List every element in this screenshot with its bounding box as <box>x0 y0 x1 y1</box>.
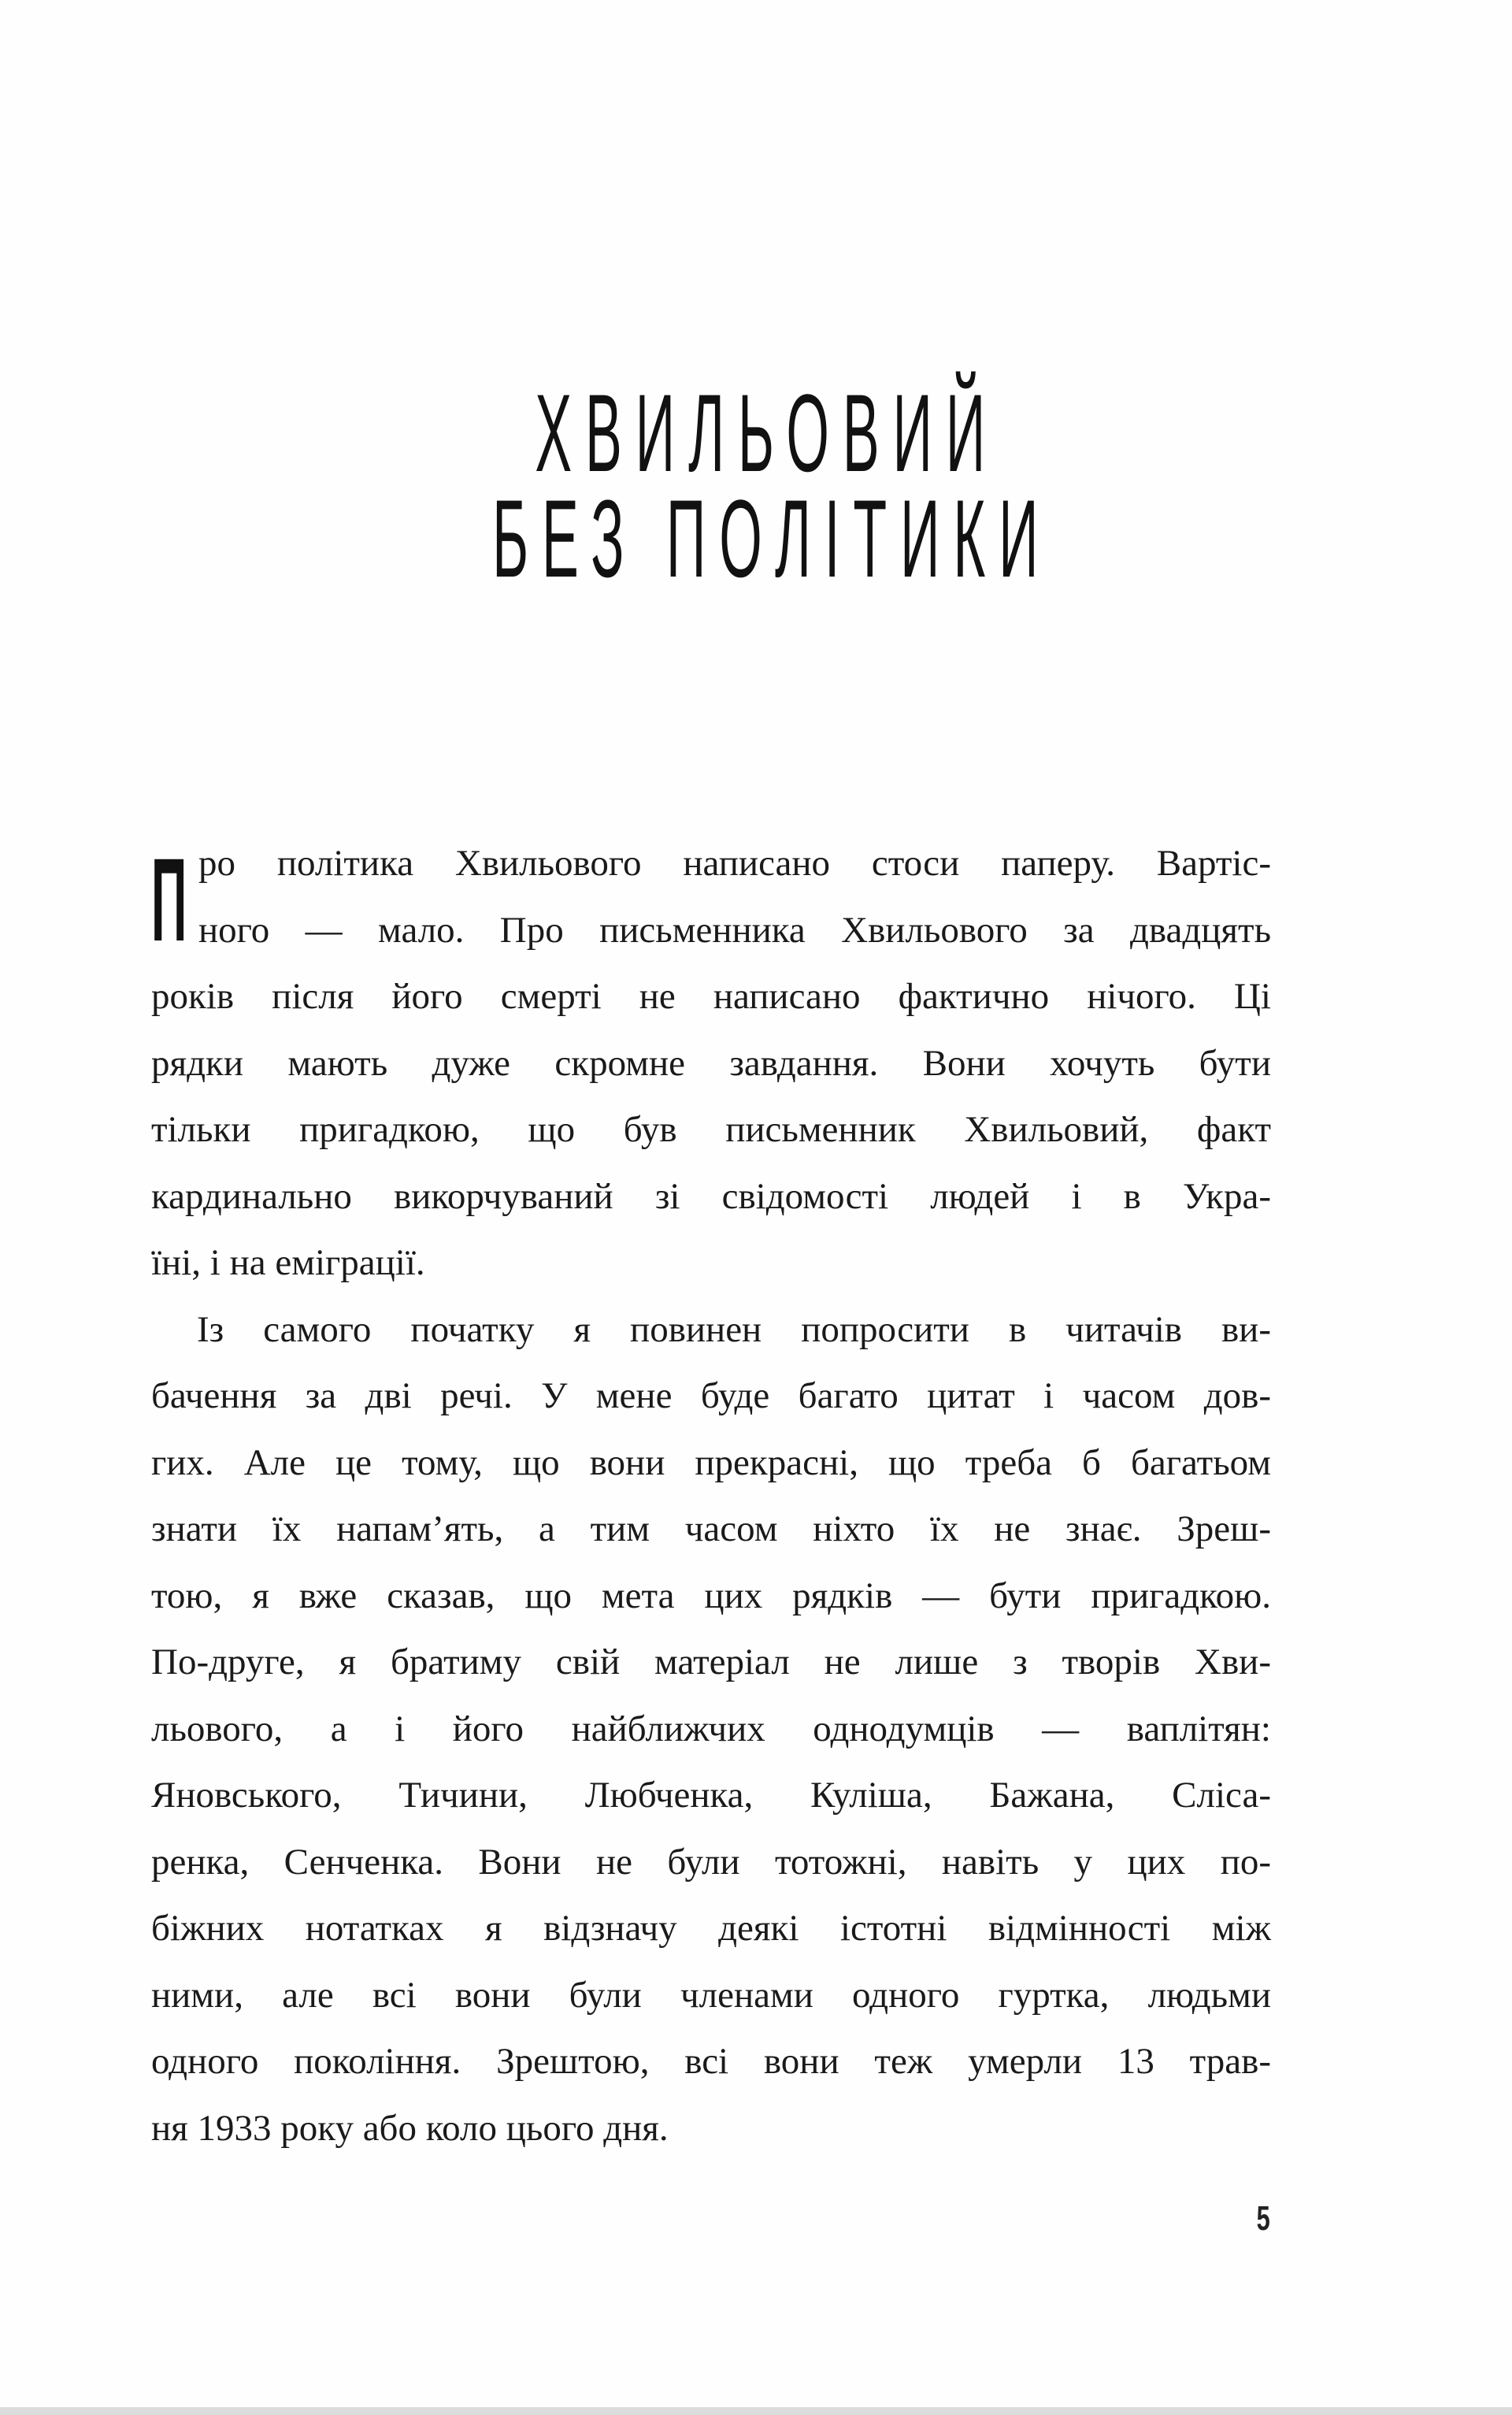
page-number: 5 <box>1256 2199 1270 2238</box>
text-line: тою, я вже сказав, що мета цих рядків — бути пригадкою. <box>151 1575 1271 1616</box>
text-line: ними, але всі вони були членами одного гуртка, людьми <box>151 1974 1271 2016</box>
text-line: знати їх напам’ять, а тим часом ніхто їх не знає. Зреш- <box>151 1508 1271 1549</box>
text-line: біжних нотатках я відзначу деякі істотні відмінності між <box>151 1908 1271 1949</box>
text-line: одного покоління. Зрештою, всі вони теж умерли 13 трав- <box>151 2041 1271 2082</box>
chapter-title-text: БЕЗ ПОЛІТИКИ <box>491 477 1052 600</box>
chapter-title-text: ХВИЛЬОВИЙ <box>535 371 999 495</box>
chapter-title-line-1 <box>11 371 1512 495</box>
text-line: бачення за дві речі. У мене буде багато цитат і часом дов- <box>151 1375 1271 1416</box>
text-line: Яновського, Тичини, Любченка, Куліша, Бажана, Сліса- <box>151 1775 1271 1816</box>
text-line: ро політика Хвильового написано стоси паперу. Вартіс- <box>198 843 1271 884</box>
drop-cap: П <box>151 833 187 966</box>
text-line: ного — мало. Про письменника Хвильового за двадцять <box>198 909 1271 951</box>
text-line: По-друге, я братиму свій матеріал не лише з творів Хви- <box>151 1642 1271 1682</box>
chapter-title-line-2 <box>16 477 1512 600</box>
text-line: льового, а і його найближчих однодумців — ваплітян: <box>151 1708 1271 1749</box>
text-line: рядки мають дуже скромне завдання. Вони хочуть бути <box>151 1042 1271 1084</box>
body-text <box>151 830 1271 2161</box>
text-line: їні, і на еміграції. <box>151 1242 425 1283</box>
text-line: тільки пригадкою, що був письменник Хвильовий, факт <box>151 1109 1271 1150</box>
text-line: ренка, Сенченка. Вони не були тотожні, навіть у цих по- <box>151 1841 1271 1883</box>
text-line: років після його смерті не написано фактично нічого. Ці <box>151 976 1271 1017</box>
text-line: Із самого початку я повинен попросити в читачів ви- <box>197 1308 1271 1350</box>
text-line: гих. Але це тому, що вони прекрасні, що треба б багатьом <box>151 1441 1271 1483</box>
text-line: ня 1933 року або коло цього дня. <box>151 2107 669 2149</box>
bottom-divider <box>0 2407 1512 2415</box>
text-line: кардинально викорчуваний зі свідомості людей і в Укра- <box>151 1175 1271 1217</box>
